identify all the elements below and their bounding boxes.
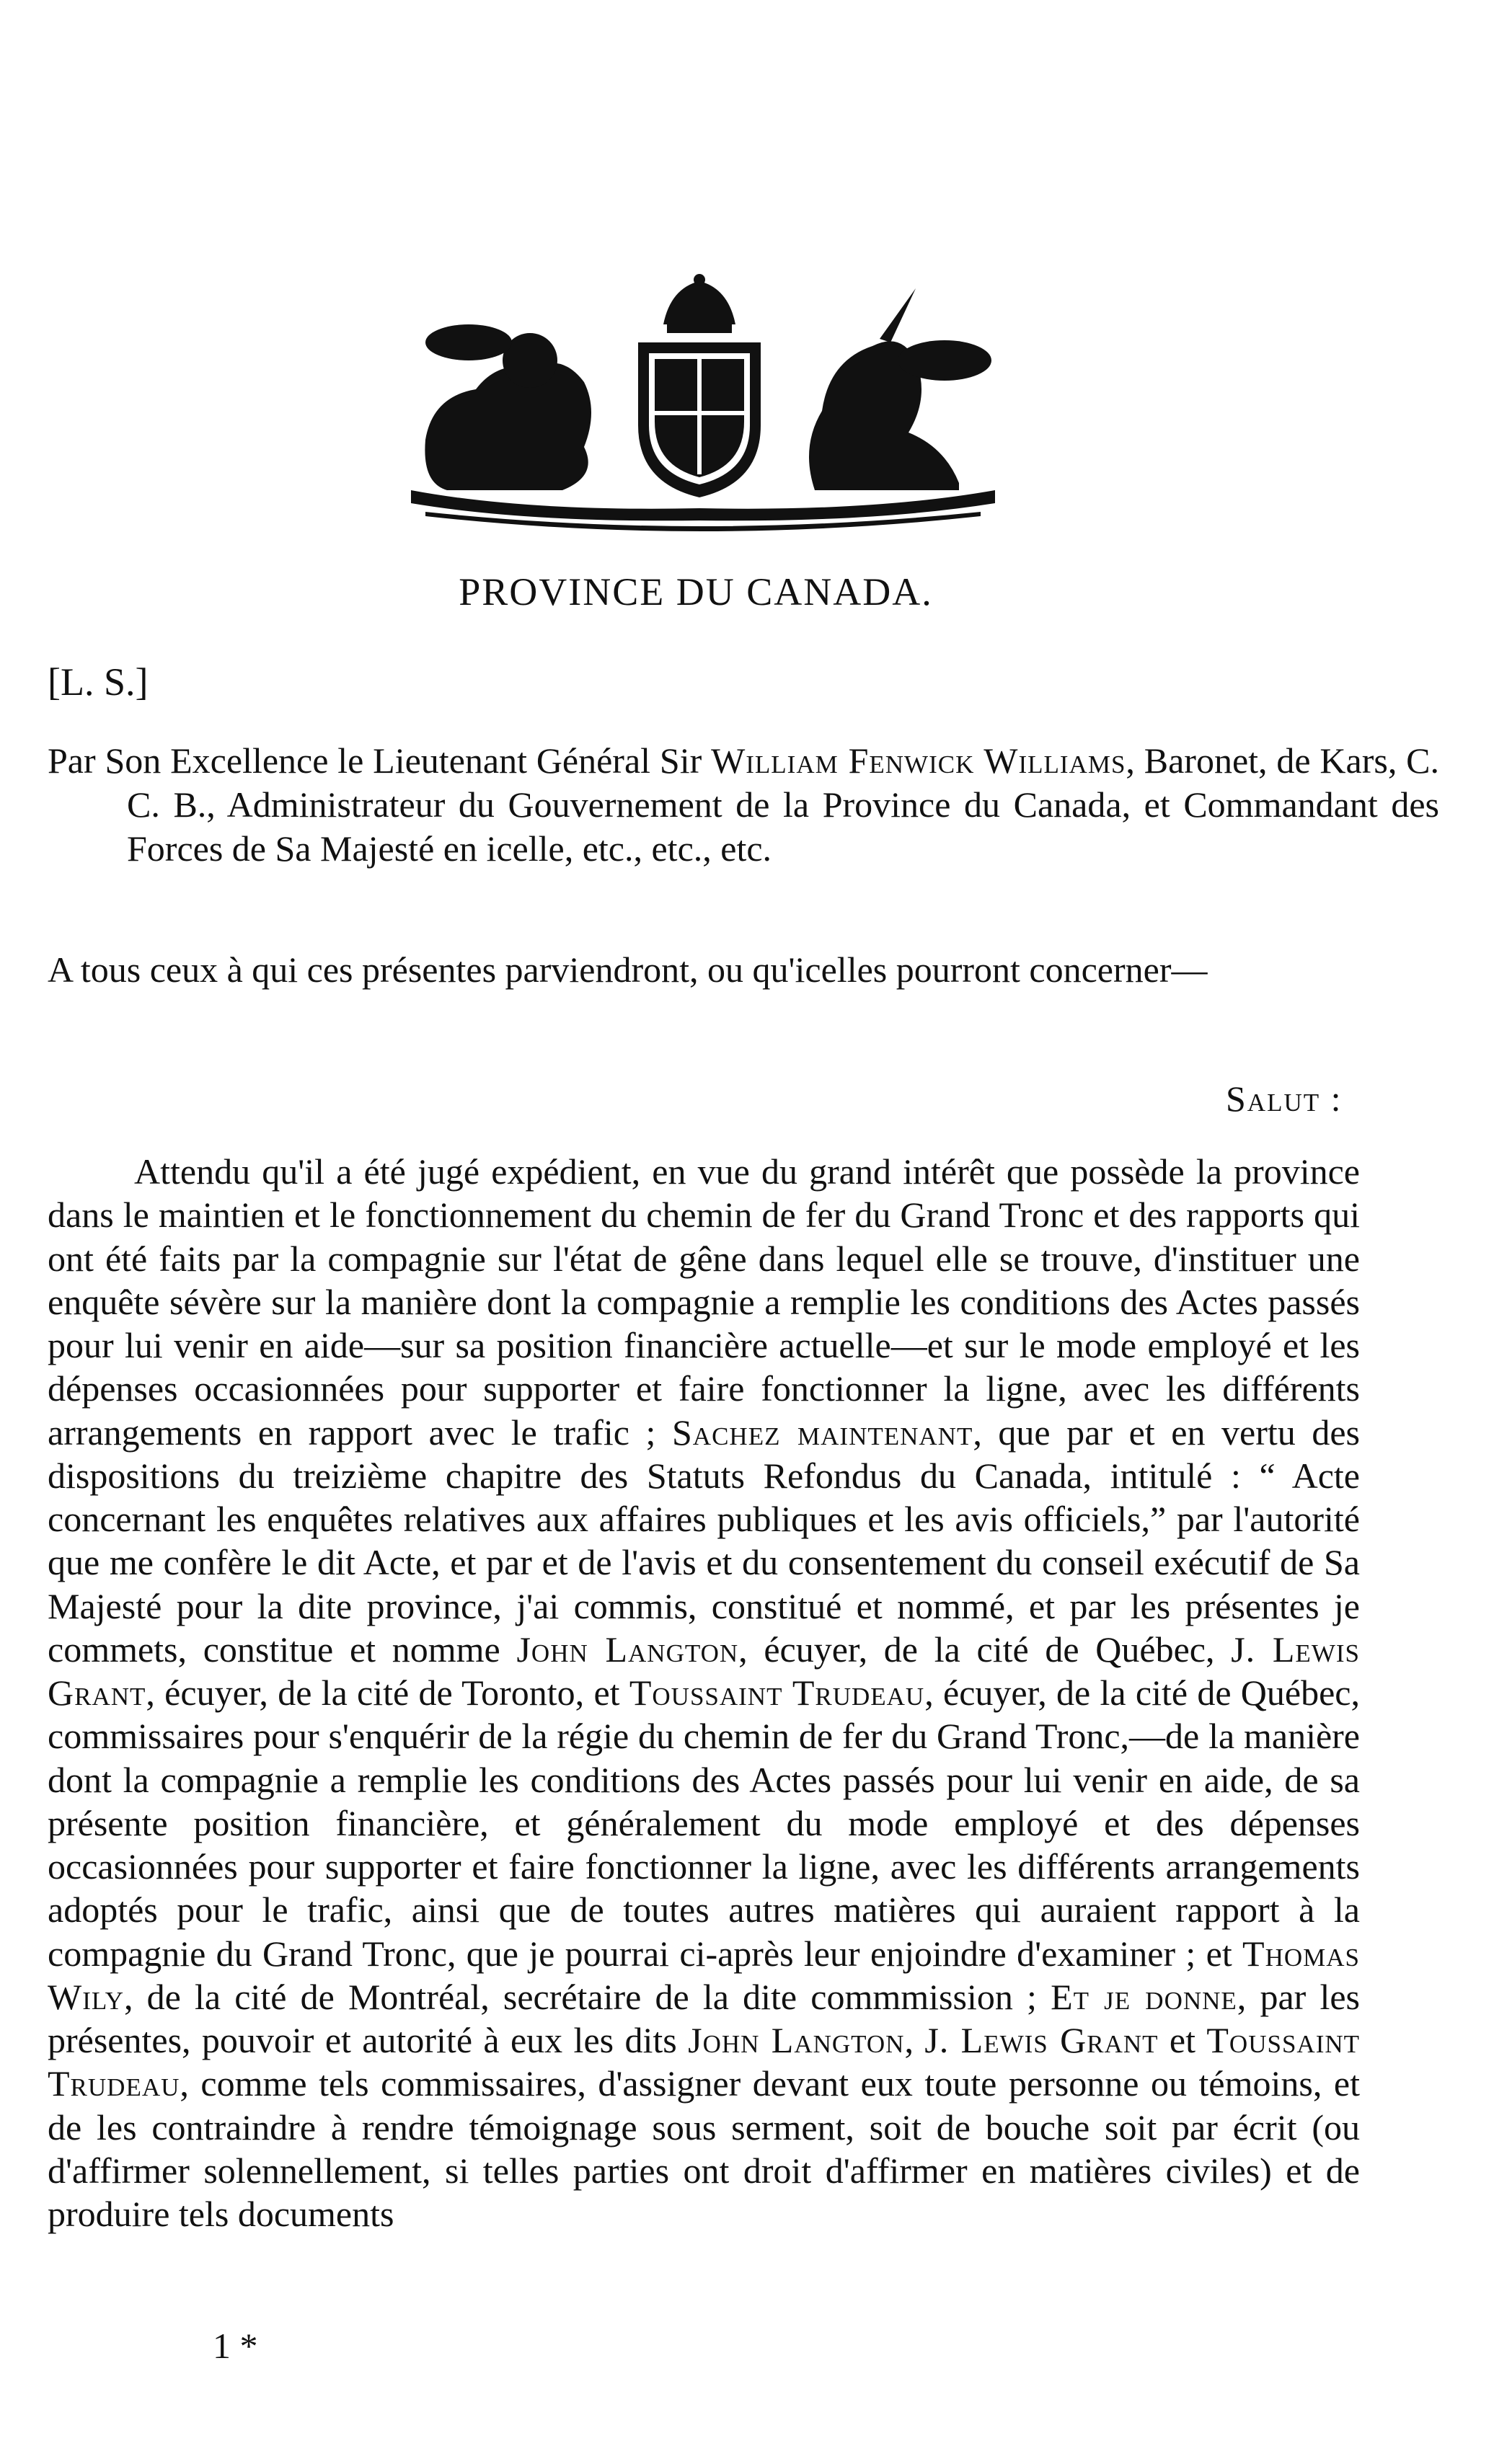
- body-text-9: et: [1158, 2020, 1195, 2060]
- body-smallcaps-9: Toussaint Trudeau: [48, 2020, 1361, 2104]
- address-line: A tous ceux à qui ces présentes parviendront, ou qu'icelles pourront concerner—: [48, 949, 1208, 990]
- body-smallcaps-6: Et je donne: [1051, 1976, 1237, 2017]
- body-text-3: , écuyer, de la cité de Québec,: [738, 1628, 1215, 1670]
- intro-prefix: Par Son Excellence le Lieutenant Général Sir: [48, 740, 702, 781]
- body-smallcaps-2: John Langton: [516, 1628, 739, 1670]
- document-title: PROVINCE DU CANADA.: [459, 570, 933, 613]
- body-paragraph: [48, 1150, 1360, 2235]
- body-smallcaps-8: J. Lewis Grant: [924, 2020, 1159, 2060]
- body-smallcaps-5: Thomas Wily: [48, 1933, 1360, 2017]
- governor-name: William Fenwick Williams: [711, 740, 1126, 781]
- body-text-7: , par les présentes, pouvoir et autorité à eux les dits: [48, 1976, 1361, 2060]
- body-text-1: Attendu qu'il a été jugé expédient, en vue du grand intérêt que possède la province dans le maintien et le fonctionnement du chemin de fer du Grand Tronc et des rapports qui ont été faits par la compagnie sur l'état de gêne dans lequel elle se trouve, d'instituer une enquête sévère sur la manière dont la compagnie a remplie les conditions des Actes passés pour lui venir en aide—sur sa position financière actuelle—et sur le mode employé et les dépenses occasionnées pour supporter et faire fonctionner la ligne, avec les différents arrangements en rapport avec le trafic ;: [48, 1151, 1360, 1453]
- body-text-5: , écuyer, de la cité de Québec, commissaires pour s'enquérir de la régie du chemin de fer du Grand Tronc,—de la manière dont la compagnie a remplie les conditions des Actes passés pour lui venir en aide, de sa présente position financière, et généralement du mode employé et des dépenses occasionnées pour supporter et faire fonctionner la ligne, avec les différents arrangements adoptés pour le trafic, ainsi que de toutes autres matières qui auraient rapport à la compagnie du Grand Tronc, que je pourrai ci-après leur enjoindre d'examiner ; et: [48, 1672, 1360, 1974]
- body-text-2: , que par et en vertu des dispositions du treizième chapitre des Statuts Refondus du Canada, intitulé : “ Acte concernant les enquêtes relatives aux affaires publiques et les avis officiels,” par l'autorité que me confère le dit Acte, et par et de l'avis et du consentement du conseil exécutif de Sa Majesté pour la dite province, j'ai commis, constitué et nommé, et par les présentes je commets, constitue et nomme: [48, 1412, 1360, 1670]
- body-smallcaps-3: J. Lewis Grant: [48, 1628, 1360, 1713]
- royal-coat-of-arms-emblem: [382, 274, 1017, 548]
- salutation: Salut :: [1226, 1078, 1343, 1119]
- seal-mark: [L. S.]: [48, 660, 149, 704]
- body-smallcaps-4: Toussaint Trudeau: [629, 1672, 925, 1713]
- body-text-6: , de la cité de Montréal, secrétaire de la dite commmission ;: [124, 1976, 1037, 2017]
- body-text-10: , comme tels commissaires, d'assigner devant eux toute personne ou témoins, et de les contraindre à rendre témoignage sous serment, soit de bouche soit par écrit (ou d'affirmer solennellement, si telles parties ont droit d'affirmer en matières civiles) et de produire tels documents: [48, 2063, 1360, 2234]
- intro-rest: , Baronet, de Kars, C. C. B., Administrateur du Gouvernement de la Province du Canada, et Commandant des Forces de Sa Majesté en icelle, etc., etc., etc.: [127, 740, 1440, 869]
- page-folio: 1 *: [213, 2326, 258, 2366]
- body-text-8: ,: [904, 2020, 914, 2060]
- proclamation-intro: [48, 739, 1439, 871]
- body-smallcaps-7: John Langton: [688, 2020, 905, 2060]
- body-text-4: , écuyer, de la cité de Toronto, et: [146, 1672, 620, 1713]
- body-smallcaps-1: Sachez maintenant: [671, 1412, 973, 1453]
